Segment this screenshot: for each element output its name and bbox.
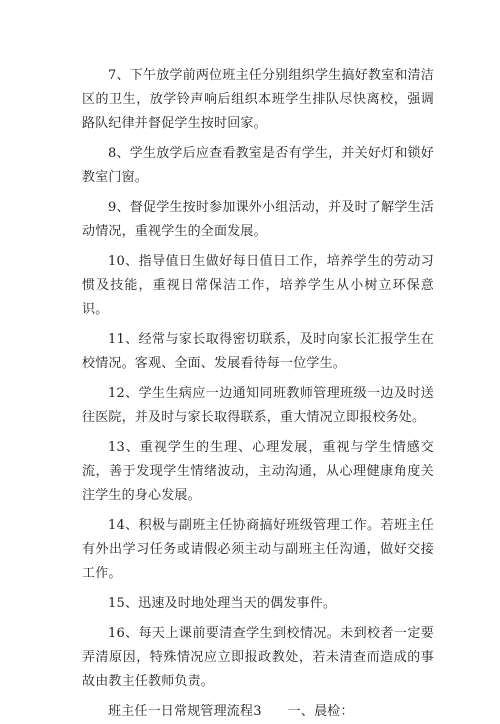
- document-body: [82, 64, 434, 724]
- section-title: 班主任一日常规管理流程3: [108, 704, 262, 719]
- paragraph-item-16: 16、每天上课前要清查学生到校情况。未到校者一定要弄清原因，特殊情况应立即报政教处，若未清查而造成的事故由教主任教师负责。: [82, 626, 434, 689]
- paragraph-item-15: 15、迅速及时地处理当天的偶发事件。: [108, 596, 337, 611]
- paragraph-item-12: 12、学生生病应一边通知同班教师管理班级一边及时送往医院，并及时与家长取得联系，重大情况立即报校务处。: [82, 386, 434, 425]
- section-subtitle: 一、晨检：: [287, 704, 354, 719]
- paragraph-item-11: 11、经常与家长取得密切联系，及时向家长汇报学生在校情况。客观、全面、发展看待每一位学生。: [82, 332, 434, 371]
- paragraph-item-14: 14、积极与副班主任协商搞好班级管理工作。若班主任有外出学习任务或请假必须主动与副班主任沟通，做好交接工作。: [82, 518, 434, 581]
- paragraph-item-13: 13、重视学生的生理、心理发展，重视与学生情感交流，善于发现学生情绪波动，主动沟通，从心理健康角度关注学生的身心发展。: [82, 440, 434, 503]
- paragraph-item-9: 9、督促学生按时参加课外小组活动，并及时了解学生活动情况，重视学生的全面发展。: [82, 200, 434, 239]
- paragraph-item-10: 10、指导值日生做好每日值日工作，培养学生的劳动习惯及技能，重视日常保洁工作，培养学生从小树立环保意识。: [82, 254, 434, 317]
- section-heading: [82, 700, 434, 724]
- paragraph-item-8: 8、学生放学后应查看教室是否有学生，并关好灯和锁好教室门窗。: [82, 146, 434, 185]
- paragraph-item-7: 7、下午放学前两位班主任分别组织学生搞好教室和清洁区的卫生，放学铃声响后组织本班学生排队尽快离校，强调路队纪律并督促学生按时回家。: [82, 68, 434, 131]
